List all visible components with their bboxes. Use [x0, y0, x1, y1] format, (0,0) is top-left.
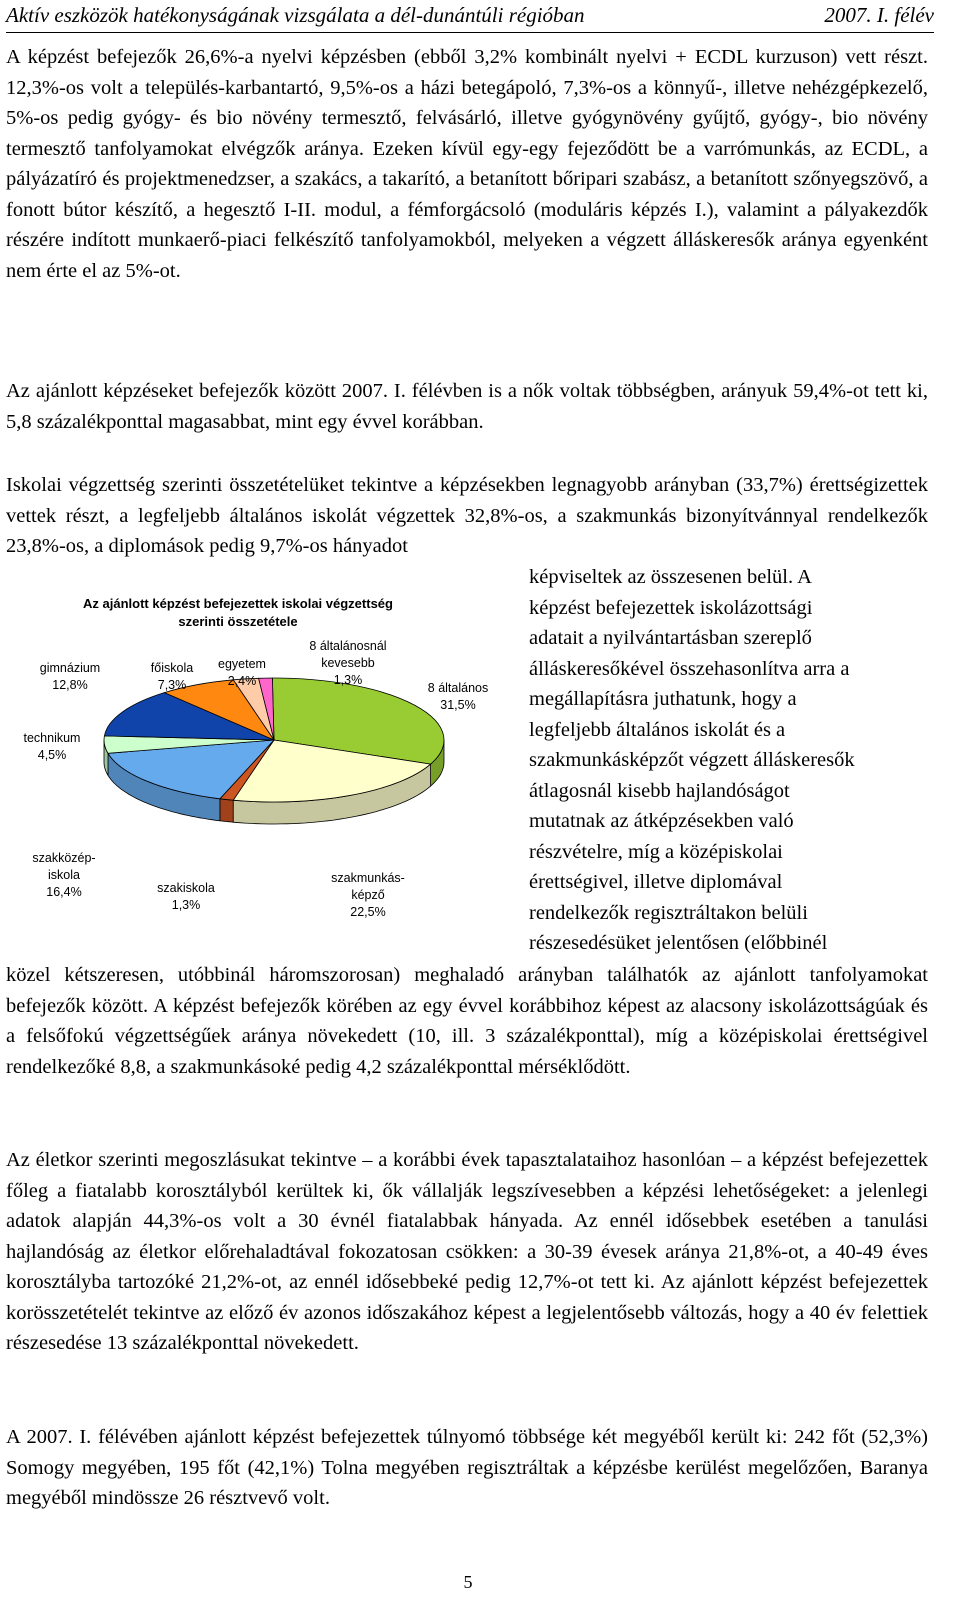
pie-slice-label: egyetem	[218, 657, 266, 671]
paragraph-counties: A 2007. I. félévében ajánlott képzést befejezettek túlnyomó többsége két megyéből került ki: 242 főt (52,3%) Somogy megyében, 195 főt (42,1%) Tolna megyében regisztráltak a képzésbe kerülést megelőzően, Baranya megyéből mindössze 26 résztvevő volt.	[6, 1426, 928, 1509]
pie-slice-label: 16,4%	[46, 885, 82, 899]
pie-slice-label: 4,5%	[37, 748, 67, 762]
pie-slice-label: szakmunkás-	[331, 871, 405, 885]
pie-slice-label: szakközép-	[32, 851, 96, 865]
side-line: részesedésüket jelentősen (előbbinél	[529, 932, 828, 954]
pie-slice-label: kevesebb	[321, 656, 375, 670]
side-line: legfeljebb általános iskolát és a	[529, 718, 786, 741]
chart-title: szerinti összetétele	[178, 614, 298, 629]
pie-slice-label: iskola	[48, 868, 80, 882]
side-line: rendelkezők regisztráltakon belüli	[529, 901, 808, 924]
pie-slice-label: 12,8%	[52, 678, 88, 692]
side-line: álláskeresőkével összehasonlítva arra a	[529, 657, 850, 680]
side-line: képviseltek az összesenen belül. A	[529, 566, 812, 588]
pie-slice-label: 8 általánosnál	[309, 639, 387, 653]
side-line: megállapításra juthatunk, hogy a	[529, 688, 797, 710]
paragraph-women-share: Az ajánlott képzéseket befejezők között 2007. I. félévben is a nők voltak többségben, arányuk 59,4%-ot tett ki, 5,8 százalékponttal magasabbat, mint egy évvel korábban.	[6, 380, 928, 433]
paragraph-education-rest: közel kétszeresen, utóbbinál háromszorosan) meghaladó arányban találhatók az ajánlott tanfolyamokat befejezők között. A képzést befejezők körében az egy évvel korábbihoz képest az alacsony iskolázottságúak és a felsőfokú végzettségűek aránya növekedett (10, ill. 3 százalékponttal), míg a középiskolai érettségivel rendelkezőké 8,8, a szakmunkásoké pedig 4,2 százalékponttal mérséklődött.	[6, 964, 928, 1078]
pie-slice-label: képző	[351, 888, 385, 902]
paragraph-education-intro: Iskolai végzettség szerinti összetételüket tekintve a képzésekben legnagyobb arányban (33,7%) érettségizettek vettek részt, a legfeljebb általános iskolát végzettek 32,8%-os, a szakmunkás bizonyítvánnyal rendelkezők 23,8%-os, a diplomások pedig 9,7%-os hányadot	[6, 474, 928, 557]
side-line: átlagosnál kisebb hajlandóságot	[529, 779, 790, 802]
header-title: Aktív eszközök hatékonyságának vizsgálata a dél-dunántúli régióban	[6, 3, 585, 27]
side-line: részvételre, míg a középiskolai	[529, 840, 783, 863]
pie-slice-label: 31,5%	[440, 698, 476, 712]
page-number: 5	[463, 1572, 473, 1592]
pie-slice-label: technikum	[23, 731, 81, 745]
side-line: érettségivel, illetve diplomával	[529, 871, 783, 893]
pie-chart-svg	[6, 580, 516, 955]
side-line: mutatnak az átképzésekben való	[529, 810, 794, 832]
pie-slice-side	[220, 799, 233, 822]
paragraph-age: Az életkor szerinti megoszlásukat tekintve – a korábbi évek tapasztalataihoz hasonlóan – a képzést befejezettek főleg a fiatalabb korosztályból kerültek ki, ők vállalják legszívesebben a képzési lehetőségeket: a jelenlegi adatok alapján 44,3%-os volt a 30 évnél fiatalabbak hányada. Az ennél idősebbek esetében a tanulási hajlandóság az életkor előrehaladtával fokozatosan csökken: a 30-39 évesek aránya 21,8%-ot, a 40-49 éves korosztályba tartozóké 21,2%-ot, az ennél idősebbeké pedig 12,7%-ot tett ki. Az ajánlott képzést befejezettek korösszetételét tekintve az előző év azonos időszakához képest a legjelentősebb változás, hogy a 40 év felettiek részesedése 13 százalékponttal növekedett.	[6, 1149, 928, 1354]
side-line: képzést befejezettek iskolázottsági	[529, 596, 813, 619]
pie-slice-label: gimnázium	[39, 661, 101, 675]
paragraph-training-types: A képzést befejezők 26,6%-a nyelvi képzésben (ebből 3,2% kombinált nyelvi + ECDL kurzuson) vett részt. 12,3%-os volt a település-karbantartó, 9,5%-os a házi betegápoló, 7,3%-os a könnyű-, illetve nehézgépkezelő, 5%-os pedig gyógy- és bio növény termesztő, felvásárló, illetve gyógynövény gyűjtő, gyógy-, bio növény termesztő tanfolyamokat elvégzők aránya. Ezeken kívül egy-egy fejeződött be a varrómunkás, az ECDL, a pályázatíró és projektmenedzser, a szakács, a takarító, a betanított bőripari szabász, a betanított szőnyegszövő, a fonott bútor készítő, a hegesztő I-II. modul, a fémforgácsoló (moduláris képzés I.), valamint a pályakezdők részére indított munkaerő-piaci felkészítő tanfolyamokból, melyeken a végzett álláskeresők aránya egyenként nem érte el az 5%-ot.	[6, 46, 928, 282]
page-header	[6, 0, 934, 33]
chart-title: Az ajánlott képzést befejezettek iskolai végzettség	[83, 596, 393, 611]
pie-slice-label: 2,4%	[227, 674, 257, 688]
pie-slice-label: 1,3%	[171, 898, 201, 912]
education-pie-chart	[6, 580, 516, 955]
pie-slice-label: 8 általános	[427, 681, 489, 695]
pie-slice-label: 22,5%	[350, 905, 386, 919]
pie-slice-label: 7,3%	[157, 678, 187, 692]
paragraph-education-side	[529, 562, 928, 959]
side-line: adatait a nyilvántartásban szereplő	[529, 627, 812, 649]
header-period: 2007. I. félév	[824, 3, 934, 27]
pie-slice-label: szakiskola	[157, 881, 215, 895]
side-line: szakmunkásképzőt végzett álláskeresők	[529, 749, 855, 771]
pie-slice-label: főiskola	[150, 661, 194, 675]
pie-slice-label: 1,3%	[333, 673, 363, 687]
